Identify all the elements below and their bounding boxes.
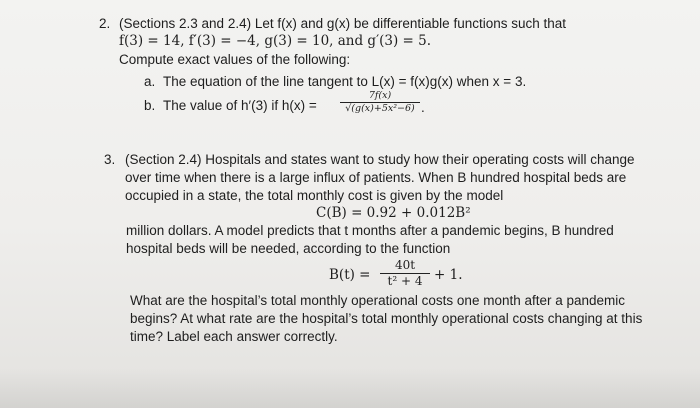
beds-function-denominator: t² + 4 xyxy=(387,274,423,288)
problem-2b-period: . xyxy=(421,100,425,115)
problem-2-given-values: f(3) = 14, f′(3) = −4, g(3) = 10, and g′(3) = 5. xyxy=(119,33,432,49)
paper-shadow xyxy=(0,368,700,408)
problem-3-line-3: occupied in a state, the total monthly cost is given by the model xyxy=(125,188,504,203)
problem-3-line-4: million dollars. A model predicts that t months after a pandemic begins, B hundred xyxy=(126,223,614,238)
problem-2-line-1: (Sections 2.3 and 2.4) Let f(x) and g(x) be differentiable functions such that xyxy=(119,16,567,31)
problem-2b-text: The value of h′(3) if h(x) = xyxy=(163,98,317,113)
problem-3-line-2: over time when there is a large influx of patients. When B hundred hospital beds are xyxy=(125,170,627,185)
problem-3-number: 3. xyxy=(104,152,116,167)
problem-2-instruction: Compute exact values of the following: xyxy=(119,52,351,67)
problem-3-line-1: (Section 2.4) Hospitals and states want to study how their operating costs will change xyxy=(125,152,635,167)
problem-3-line-5: hospital beds will be needed, according to the function xyxy=(126,241,451,256)
problem-2a-label: a. xyxy=(144,74,156,89)
problem-3-line-7: begins? At what rate are the hospital’s total monthly operational costs changing at this xyxy=(130,311,643,326)
cost-model-equation: C(B) = 0.92 + 0.012B² xyxy=(316,205,471,221)
beds-function-left: B(t) = xyxy=(329,267,371,283)
beds-function-right: + 1. xyxy=(434,267,463,283)
beds-function-fraction xyxy=(380,259,430,288)
beds-function-numerator: 40t xyxy=(394,258,416,272)
problem-2-number: 2. xyxy=(99,16,111,31)
problem-2b-fraction xyxy=(340,91,420,114)
problem-2b-label: b. xyxy=(144,98,156,113)
problem-2b-denominator: √(g(x)+5x²−6) xyxy=(345,103,415,114)
problem-2b-numerator: 7f(x) xyxy=(368,90,392,101)
problem-3-line-6: What are the hospital’s total monthly operational costs one month after a pandemic xyxy=(130,293,626,308)
problem-2a-text: The equation of the line tangent to L(x) = f(x)g(x) when x = 3. xyxy=(163,74,527,89)
problem-3-line-8: time? Label each answer correctly. xyxy=(130,329,338,344)
